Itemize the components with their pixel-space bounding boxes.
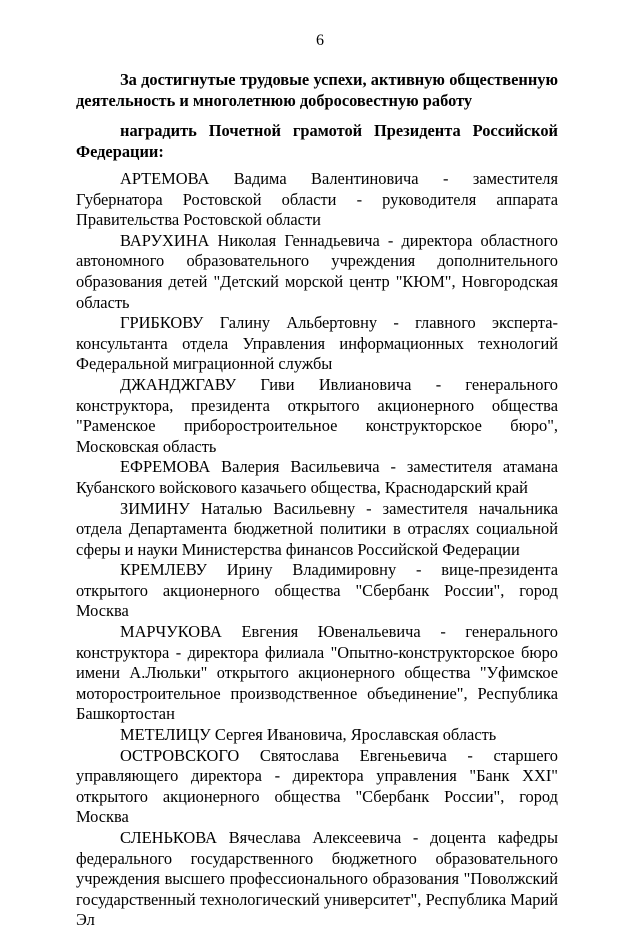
award-paragraph: наградить Почетной грамотой Президента Российской Федерации: xyxy=(76,121,558,161)
awardee-item: ДЖАНДЖГАВУ Гиви Ивлиановича - генерального конструктора, президента открытого акционерного общества "Раменское приборостроительное конструкторское бюро", Московская область xyxy=(76,374,558,456)
awardee-item: ЕФРЕМОВА Валерия Васильевича - заместителя атамана Кубанского войскового казачьего общества, Краснодарский край xyxy=(76,457,558,497)
award-section xyxy=(76,121,558,162)
awardee-item: МАРЧУКОВА Евгения Ювенальевича - генерального конструктора - директора филиала "Опытно-конструкторское бюро имени А.Люльки" открытого акционерного общества "Уфимское моторостроительное производственное объединение", Республика Башкортостан xyxy=(76,622,558,724)
awardee-item: ГРИБКОВУ Галину Альбертовну - главного эксперта-консультанта отдела Управления информационных технологий Федеральной миграционной службы xyxy=(76,313,558,374)
awardee-item: КРЕМЛЕВУ Ирину Владимировну - вице-президента открытого акционерного общества "Сбербанк России", город Москва xyxy=(76,560,558,621)
awardee-item: ВАРУХИНА Николая Геннадьевича - директора областного автономного образовательного учреждения дополнительного образования детей "Детский морской центр "КЮМ", Новгородская область xyxy=(76,230,558,312)
awardee-list xyxy=(76,169,558,931)
awardee-item: ЗИМИНУ Наталью Васильевну - заместителя начальника отдела Департамента бюджетной политики в отраслях социальной сферы и науки Министерства финансов Российской Федерации xyxy=(76,498,558,559)
page-number: 6 xyxy=(316,32,324,49)
awardee-item: ОСТРОВСКОГО Святослава Евгеньевича - старшего управляющего директора - директора управления "Банк XXI" открытого акционерного общества "Сбербанк России", город Москва xyxy=(76,745,558,827)
awardee-item: АРТЕМОВА Вадима Валентиновича - заместителя Губернатора Ростовской области - руководителя аппарата Правительства Ростовской области xyxy=(76,169,558,230)
intro-paragraph: За достигнутые трудовые успехи, активную общественную деятельность и многолетнюю добросовестную работу xyxy=(76,70,558,110)
intro-section xyxy=(76,70,558,111)
awardee-item: СЛЕНЬКОВА Вячеслава Алексеевича - доцента кафедры федерального государственного бюджетного образовательного учреждения высшего профессионального образования "Поволжский государственный технологический университет", Республика Марий Эл xyxy=(76,828,558,930)
awardee-item: МЕТЕЛИЦУ Сергея Ивановича, Ярославская область xyxy=(120,725,497,745)
